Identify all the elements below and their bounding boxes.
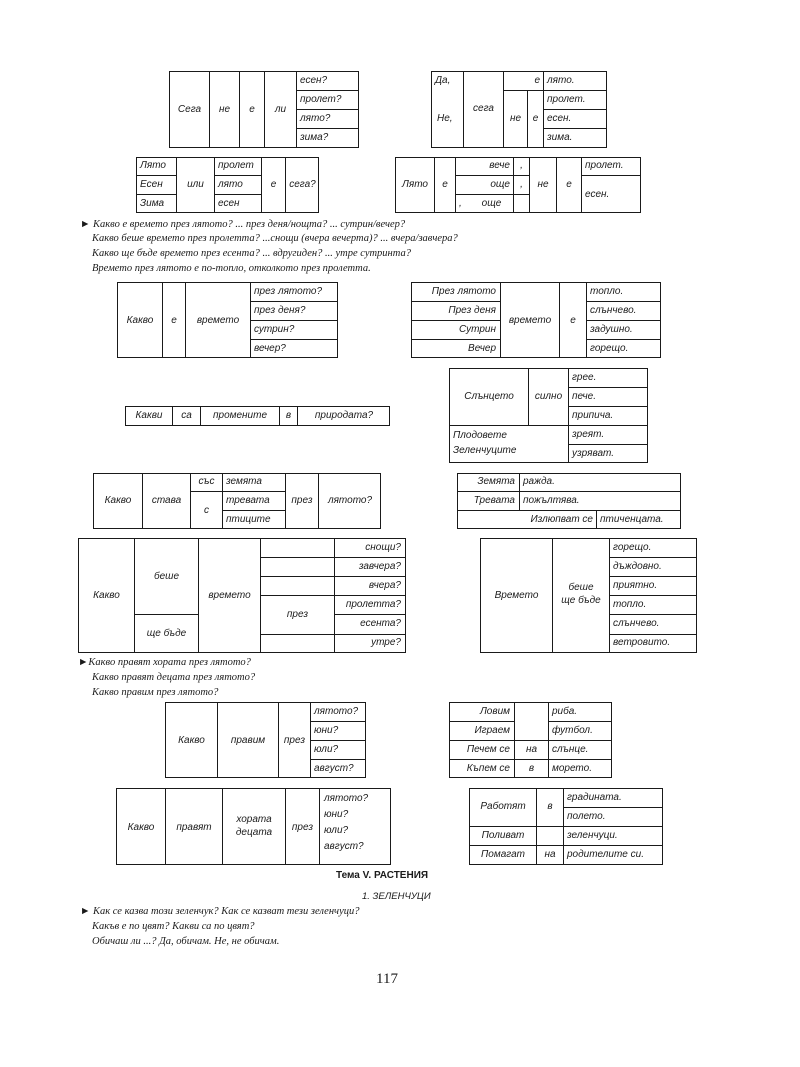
cell-text: , xyxy=(459,198,462,209)
cell-text: , xyxy=(520,179,523,190)
cell-text: зреят. xyxy=(572,429,605,440)
cell-text: Времето xyxy=(494,590,539,601)
cell-text: полето. xyxy=(567,811,606,822)
cell-text: есен? xyxy=(300,75,328,86)
cell-text: Какви xyxy=(135,410,163,421)
cell-text: става xyxy=(151,495,182,506)
cell-text: Есен xyxy=(140,179,163,190)
cell-text: е xyxy=(532,113,539,124)
cell-text: земята xyxy=(226,476,262,487)
cell-text: топло. xyxy=(613,599,647,610)
cell-text: родителите си. xyxy=(567,849,644,860)
cell-text: лятото? xyxy=(327,495,373,506)
cell-text: Какво xyxy=(178,735,205,746)
cell-text: пролет? xyxy=(300,94,342,105)
cell-text: пролет xyxy=(218,160,254,171)
cell-text: не xyxy=(537,179,549,190)
cell-text: есен. xyxy=(547,113,572,124)
cell-text: Какво xyxy=(126,315,154,326)
cell-text: грее. xyxy=(572,372,597,383)
cell-text: през деня? xyxy=(254,305,306,316)
cell-text: през xyxy=(283,735,306,746)
cell-text: хората xyxy=(236,814,272,825)
cell-text: е xyxy=(534,75,540,86)
cell-text: е xyxy=(171,315,177,326)
cell-text: правят xyxy=(176,822,212,833)
cell-text: зима. xyxy=(547,132,573,143)
cell-text: лято xyxy=(218,179,243,190)
cell-text: Слънцето xyxy=(464,391,514,402)
question-line: Времето през лятото е по-топло, отколкото през пролетта. xyxy=(92,263,371,274)
cell-text: сега xyxy=(473,103,494,114)
cell-text: топло. xyxy=(590,286,624,297)
cell-text: футбол. xyxy=(552,725,593,736)
cell-text: пече. xyxy=(572,391,597,402)
cell-text: лятото? xyxy=(314,706,359,717)
question-line: Какъв е по цвят? Какви са по цвят? xyxy=(92,921,255,932)
cell-text: горещо. xyxy=(590,343,629,354)
question-line: Какво правят децата през лятото? xyxy=(92,672,256,683)
cell-text: Лято xyxy=(402,179,428,190)
cell-text: е xyxy=(249,104,255,115)
cell-text: времето xyxy=(196,315,240,326)
cell-text: лято. xyxy=(547,75,575,86)
cell-text: пролетта? xyxy=(345,599,401,610)
cell-text: Къпем се xyxy=(466,763,510,774)
cell-text: Сутрин xyxy=(459,324,496,335)
cell-text: ще бъде xyxy=(561,595,601,606)
cell-text: приятно. xyxy=(613,580,658,591)
cell-text: август? xyxy=(314,763,354,774)
cell-text: узряват. xyxy=(572,448,614,459)
cell-text: Помагат xyxy=(481,849,525,860)
cell-text: слънчево. xyxy=(590,305,637,316)
cell-text: завчера? xyxy=(358,561,401,572)
cell-text: , xyxy=(520,160,523,171)
cell-text: природата? xyxy=(314,410,374,421)
cell-text: не xyxy=(218,104,231,115)
cell-text: градината. xyxy=(567,792,622,803)
cell-text: на xyxy=(525,744,538,755)
cell-text: децата xyxy=(235,827,273,838)
theme-heading: Тема V. РАСТЕНИЯ xyxy=(336,870,429,881)
cell-text: през лятото? xyxy=(254,286,323,297)
cell-text: пролет. xyxy=(547,94,586,105)
question-line: ►Какво правят хората през лятото? xyxy=(78,657,251,668)
cell-text: пожълтява. xyxy=(523,495,580,506)
cell-text: времето xyxy=(208,590,251,601)
cell-text: ветровито. xyxy=(613,637,671,648)
cell-text: Излюпват се xyxy=(530,514,593,525)
cell-text: есен. xyxy=(585,189,610,200)
cell-text: в xyxy=(547,801,553,812)
cell-text: беше xyxy=(568,582,594,593)
cell-text: юни? xyxy=(324,809,349,820)
cell-text: припича. xyxy=(572,410,614,421)
cell-text: зеленчуци. xyxy=(567,830,618,841)
cell-text: е xyxy=(570,315,576,326)
cell-text: е xyxy=(566,179,572,190)
subtheme-heading: 1. ЗЕЛЕНЧУЦИ xyxy=(362,891,431,902)
cell-text: Ловим xyxy=(479,706,510,717)
cell-text: есента? xyxy=(360,618,401,629)
cell-text: морето. xyxy=(552,763,592,774)
cell-text: лято? xyxy=(300,113,331,124)
cell-text: правим xyxy=(230,735,266,746)
cell-text: е xyxy=(442,179,448,190)
cell-text: птиченцата. xyxy=(600,514,664,525)
cell-text: горещо. xyxy=(613,542,652,553)
cell-text: Поливат xyxy=(481,830,525,841)
cell-text: дъждовно. xyxy=(613,561,662,572)
question-line: Обичаш ли ...? Да, обичам. Не, не обичам. xyxy=(92,936,280,947)
cell-text: задушно. xyxy=(590,324,633,335)
cell-text: риба. xyxy=(552,706,578,717)
cell-text: ражда. xyxy=(523,476,555,487)
question-line: Какво правим през лятото? xyxy=(92,687,219,698)
cell-text: промените xyxy=(213,410,267,421)
cell-text: Сега xyxy=(177,104,202,115)
cell-text: Играем xyxy=(474,725,510,736)
cell-text: Работят xyxy=(480,801,526,812)
cell-text: слънчево. xyxy=(613,618,660,629)
cell-text: Плодовете xyxy=(453,430,507,441)
cell-text: През лятото xyxy=(431,286,496,297)
cell-text: на xyxy=(544,849,556,860)
cell-text: юни? xyxy=(314,725,339,736)
cell-text: Земята xyxy=(477,476,515,487)
cell-text: есен xyxy=(218,198,240,209)
cell-text: Зима xyxy=(140,198,165,209)
cell-text: юли? xyxy=(314,744,339,755)
cell-text: Зеленчуците xyxy=(453,445,517,456)
cell-text: зима? xyxy=(300,132,329,143)
cell-text: с xyxy=(204,505,209,516)
cell-text: снощи? xyxy=(365,542,401,553)
cell-text: Да, xyxy=(435,75,451,86)
cell-text: Не, xyxy=(437,113,453,124)
cell-text: Лято xyxy=(140,160,166,171)
cell-text: още xyxy=(490,179,510,190)
cell-text: или xyxy=(187,179,204,190)
cell-text: Вечер xyxy=(468,343,496,354)
cell-text: август? xyxy=(324,841,364,852)
cell-text: Какво xyxy=(127,822,155,833)
cell-text: сега? xyxy=(289,179,316,190)
cell-text: в xyxy=(528,763,535,774)
cell-text: ли xyxy=(274,104,287,115)
cell-text: са xyxy=(181,410,192,421)
cell-text: е xyxy=(270,179,277,190)
cell-text: птиците xyxy=(226,514,271,525)
cell-text: беше xyxy=(153,571,180,582)
cell-text: Какво xyxy=(93,590,120,601)
cell-text: тревата xyxy=(226,495,270,506)
cell-text: Какво xyxy=(104,495,132,506)
cell-text: ще бъде xyxy=(146,628,187,639)
cell-text: сутрин? xyxy=(254,324,295,335)
cell-text: времето xyxy=(508,315,552,326)
cell-text: Печем се xyxy=(466,744,510,755)
question-line: Какво беше времето през пролетта? ...снощи (вчера вечерта)? ... вчера/завчера? xyxy=(92,233,458,244)
cell-text: силно xyxy=(534,391,563,402)
cell-text: слънце. xyxy=(552,744,589,755)
cell-text: вечер? xyxy=(254,343,286,354)
cell-text: вече xyxy=(489,160,510,171)
cell-text: в xyxy=(285,410,292,421)
cell-text: през xyxy=(286,609,309,620)
cell-text: пролет. xyxy=(585,160,624,171)
cell-text: вчера? xyxy=(368,580,401,591)
cell-text: юли? xyxy=(324,825,349,836)
cell-text: През деня xyxy=(448,305,496,316)
page-number: 117 xyxy=(376,971,398,987)
question-line: ► Какво е времето през лятото? ... през деня/нощта? ... сутрин/вечер? xyxy=(80,219,406,230)
cell-text: през xyxy=(291,822,314,833)
question-line: Какво ще бъде времето през есента? ... вдругиден? ... утре сутринта? xyxy=(92,248,411,259)
cell-text: още xyxy=(481,198,502,209)
question-line: ► Как се казва този зеленчук? Как се казват тези зеленчуци? xyxy=(80,906,360,917)
cell-text: лятото? xyxy=(324,793,369,804)
cell-text: Тревата xyxy=(473,495,515,506)
cell-text: не xyxy=(509,113,522,124)
cell-text: утре? xyxy=(371,637,401,648)
cell-text: със xyxy=(198,476,215,487)
cell-text: през xyxy=(291,495,313,506)
